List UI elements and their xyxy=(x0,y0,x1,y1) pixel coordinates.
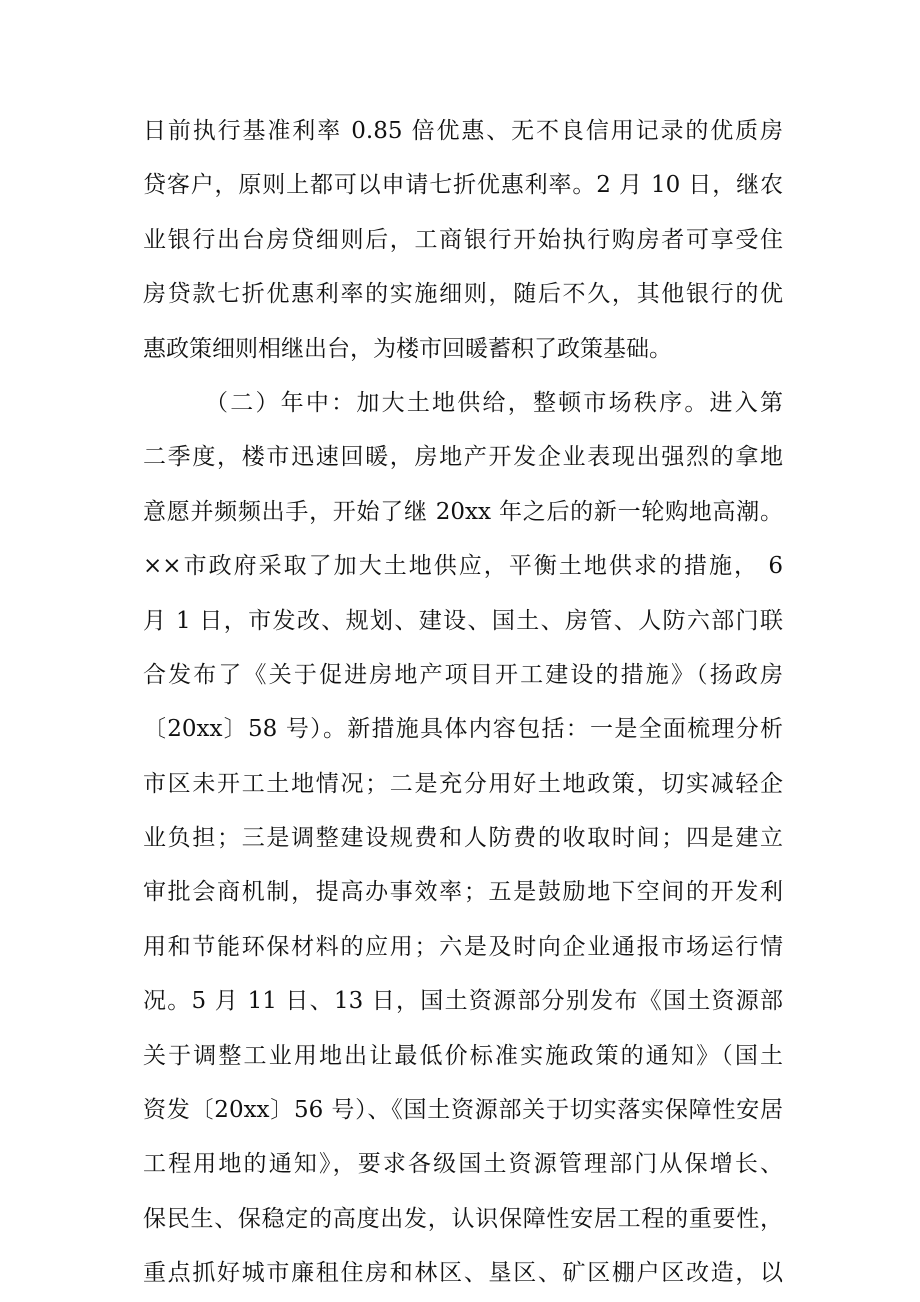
text-line: 工程用地的通知》，要求各级国土资源管理部门从保增长、 xyxy=(143,1151,783,1178)
section-heading-line: （二）年中：加大土地供给，整顿市场秩序。进入第 xyxy=(205,389,783,416)
text-line: 〔20xx〕58 号）。新措施具体内容包括：一是全面梳理分析 xyxy=(143,716,783,743)
text-line: 况。5 月 11 日、13 日，国土资源部分别发布《国土资源部 xyxy=(143,988,783,1015)
text-line: 月 1 日，市发改、规划、建设、国土、房管、人防六部门联 xyxy=(143,607,783,634)
text-line: 意愿并频频出手，开始了继 20xx 年之后的新一轮购地高潮。 xyxy=(143,498,783,525)
text-line: 业负担；三是调整建设规费和人防费的收取时间；四是建立 xyxy=(143,825,783,852)
text-line: 保民生、保稳定的高度出发，认识保障性安居工程的重要性， xyxy=(143,1205,783,1232)
text-line: 房贷款七折优惠利率的实施细则，随后不久，其他银行的优 xyxy=(143,281,783,308)
text-line: 合发布了《关于促进房地产项目开工建设的措施》（扬政房 xyxy=(143,661,783,688)
text-line: 惠政策细则相继出台，为楼市回暖蓄积了政策基础。 xyxy=(143,335,672,362)
text-line: 市区未开工土地情况；二是充分用好土地政策，切实减轻企 xyxy=(143,770,783,797)
body-text xyxy=(143,104,783,1301)
text-line: 用和节能环保材料的应用；六是及时向企业通报市场运行情 xyxy=(143,933,783,960)
text-line: 资发〔20xx〕56 号）、《国土资源部关于切实落实保障性安居 xyxy=(143,1097,783,1124)
text-line: 日前执行基准利率 0.85 倍优惠、无不良信用记录的优质房 xyxy=(143,118,783,144)
text-line: 贷客户，原则上都可以申请七折优惠利率。2 月 10 日，继农 xyxy=(143,172,783,199)
text-line: 关于调整工业用地出让最低价标准实施政策的通知》（国土 xyxy=(143,1042,783,1069)
text-line: 重点抓好城市廉租住房和林区、垦区、矿区棚户区改造，以 xyxy=(143,1260,783,1287)
text-line: 二季度，楼市迅速回暖，房地产开发企业表现出强烈的拿地 xyxy=(143,444,783,471)
text-line: 业银行出台房贷细则后，工商银行开始执行购房者可享受住 xyxy=(143,226,783,253)
text-line: ××市政府采取了加大土地供应，平衡土地供求的措施， 6 xyxy=(143,553,783,580)
text-line: 审批会商机制，提高办事效率；五是鼓励地下空间的开发利 xyxy=(143,879,783,906)
